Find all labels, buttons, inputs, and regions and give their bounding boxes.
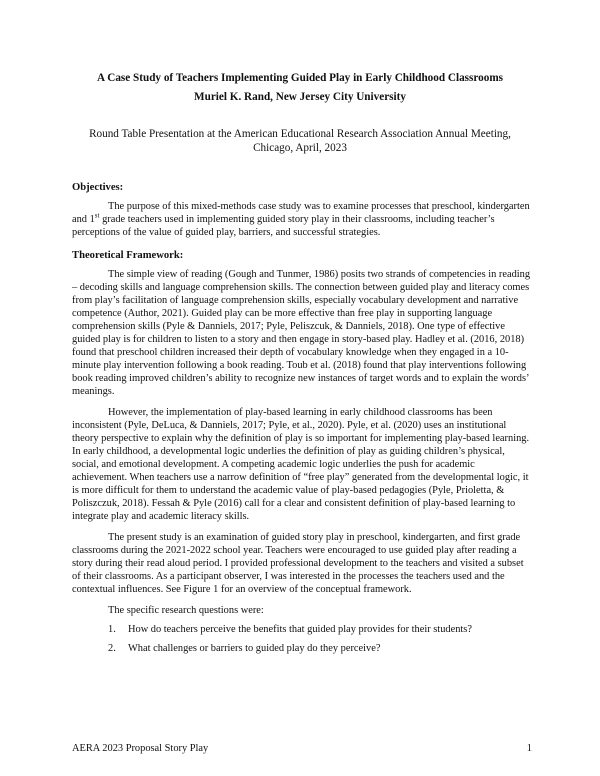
objectives-text-a: The purpose of this mixed-methods case study was to examine processes that preschool, kindergarten and 1 <box>72 201 530 225</box>
framework-section <box>72 249 532 655</box>
objectives-heading: Objectives: <box>72 182 124 193</box>
title-block <box>60 69 540 107</box>
list-item-text: What challenges or barriers to guided play do they perceive? <box>128 643 381 654</box>
framework-paragraph-2: However, the implementation of play-based learning in early childhood classrooms has been inconsistent (Pyle, DeLuca, & Danniels, 2017; Pyle, et al., 2020). Pyle, et al. (2020) uses an institutional theory perspective to explain why the definition of play is so important for implementing play-based learning. In early childhood, a developmental logic underlies the definition of play as guiding children’s physical, social, and emotional development. A competing academic logic underlies the push for academic achievement. When teachers use a narrow definition of “free play” generated from the developmental logic, it is more difficult for them to understand the academic value of play-based pedagogies (Pyle, Prioletta, & Poliszczuk, 2018). Fessah & Pyle (2016) call for a clear and consistent definition of play-based learning to integrate play and academic literacy skills. <box>72 407 530 522</box>
objectives-paragraph <box>72 200 532 239</box>
objectives-superscript: st <box>94 211 100 220</box>
list-item-number: 1. <box>108 624 116 635</box>
list-item-number: 2. <box>108 643 116 654</box>
research-questions-list <box>72 623 532 655</box>
list-item <box>72 642 532 655</box>
venue-line-1: Round Table Presentation at the American Educational Research Association Annual Meeting, <box>89 128 511 140</box>
list-item-text: How do teachers perceive the benefits that guided play provides for their students? <box>128 624 472 635</box>
page-footer <box>72 743 532 754</box>
author-line: Muriel K. Rand, New Jersey City University <box>194 91 406 103</box>
objectives-section <box>72 181 532 239</box>
venue-block <box>60 127 540 155</box>
footer-running-title: AERA 2023 Proposal Story Play <box>72 743 209 754</box>
list-item <box>72 623 532 636</box>
framework-paragraph-3: The present study is an examination of guided story play in preschool, kindergarten, and first grade classrooms during the 2021-2022 school year. Teachers were encouraged to use guided play after reading a story during their read aloud period. I provided professional development to the teachers and visited a subset of their classrooms. As a participant observer, I was interested in the processes the teachers used and the contextual influences. See Figure 1 for an overview of the conceptual framework. <box>72 532 524 595</box>
objectives-text-b: grade teachers used in implementing guided story play in their classrooms, including teacher’s perceptions of the value of guided play, barriers, and successful strategies. <box>72 214 495 238</box>
framework-paragraph-1: The simple view of reading (Gough and Tunmer, 1986) posits two strands of competencies in reading – decoding skills and language comprehension skills. The connection between guided play and literacy comes from play’s facilitation of language comprehension skills, especially vocabulary development and narrative competence (Author, 2021). Guided play can be more effective than free play in supporting language comprehension skills (Pyle & Danniels, 2017; Pyle, Peliszcuk, & Danniels, 2018). One type of effective guided play is for children to listen to a story and then engage in story-based play. Hadley et al. (2016, 2018) found that preschool children increased their depth of vocabulary knowledge when they engaged in a 10-minute play intervention following a book reading. Toub et al. (2018) found that play interventions following book reading improved children’s ability to recognize new instances of target words and to explain the words’ meanings. <box>72 269 531 397</box>
venue-line-2: Chicago, April, 2023 <box>253 142 347 154</box>
framework-paragraph-4: The specific research questions were: <box>108 605 264 616</box>
page-number: 1 <box>526 743 532 754</box>
framework-heading: Theoretical Framework: <box>72 250 184 261</box>
paper-title: A Case Study of Teachers Implementing Guided Play in Early Childhood Classrooms <box>96 72 504 84</box>
